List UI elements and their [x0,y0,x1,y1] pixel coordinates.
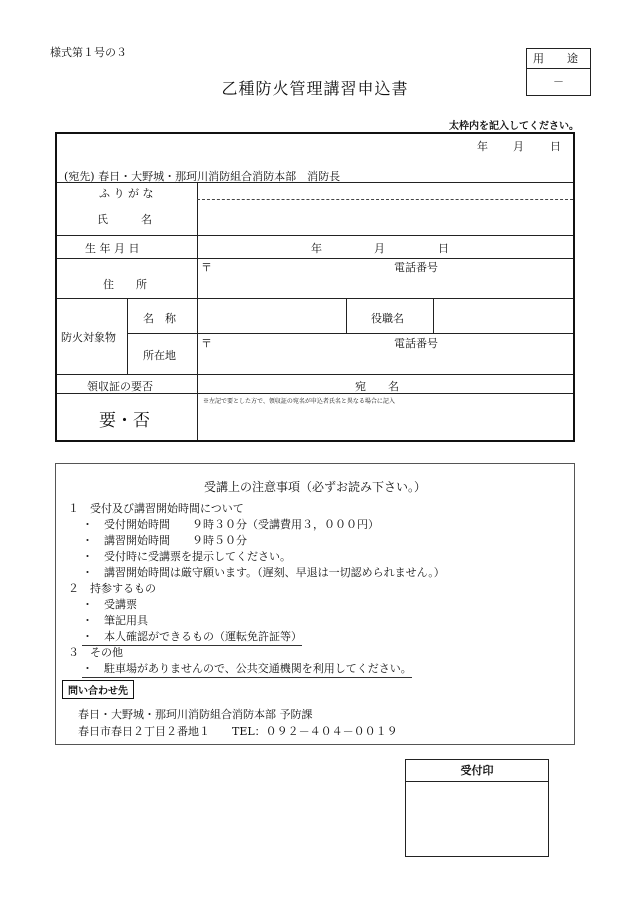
target-name-label: 名 称 [143,312,176,325]
stamp-label: 受付印 [406,760,548,782]
notice-line: ２ 持参するもの [68,582,156,595]
notice-line: ３ その他 [68,646,123,659]
dashed-divider [197,199,573,200]
notice-line: ・ 受付開始時間 ９時３０分（受講費用３，０００円） [82,518,379,531]
position-field[interactable] [435,300,571,331]
target-location-label: 所在地 [143,349,176,362]
column-divider [127,298,128,374]
usage-value: － [553,75,564,88]
postal-mark: 〒 [201,261,212,274]
divider [57,258,573,259]
contact-org: 春日・大野城・那珂川消防組合消防本部 予防課 [78,708,313,721]
furigana-label: ふ り が な [99,187,154,200]
address-field[interactable] [199,274,571,298]
notice-line: ・ 受講票 [82,598,137,611]
fill-instruction: 太枠内を記入してください。 [449,121,579,132]
notice-line: ・ 本人確認ができるもの（運転免許証等） [82,628,302,646]
notice-line: ・ 受付時に受講票を提示してください。 [82,550,291,563]
name-label: 氏 名 [97,213,152,226]
name-field[interactable] [199,201,571,233]
receipt-choice[interactable]: 要・否 [99,411,150,431]
date-year-label: 年 [477,140,488,153]
usage-label: 用 途 [527,49,590,69]
furigana-field[interactable] [199,183,571,198]
divider [57,298,573,299]
position-label: 役職名 [371,312,404,325]
addressee-text: (宛先) 春日・大野城・那珂川消防組合消防本部 消防長 [64,170,341,183]
date-day-label: 日 [550,140,561,153]
target-postal-mark: 〒 [201,337,212,350]
column-divider [433,298,434,333]
notice-line: ・ 講習開始時間 ９時５０分 [82,534,247,547]
birth-date-field[interactable] [199,236,571,256]
target-label: 防火対象物 [61,331,116,344]
column-divider [346,298,347,333]
column-divider [197,182,198,440]
target-phone-label: 電話番号 [394,337,438,350]
reception-stamp-box [405,759,549,857]
birth-date-label: 生 年 月 日 [85,242,140,255]
notice-title: 受講上の注意事項（必ずお読み下さい。） [203,480,426,494]
birth-year-label: 年 [311,242,322,255]
contact-label: 問い合わせ先 [62,680,134,699]
form-number: 様式第１号の３ [50,46,127,59]
recipient-name-field[interactable] [199,406,571,438]
target-location-field[interactable] [199,349,571,373]
application-date-field[interactable] [387,137,547,153]
page-title: 乙種防火管理講習申込書 [221,79,409,98]
notice-line: ・ 駐車場がありませんので、公共交通機関を利用してください。 [82,660,412,678]
divider [127,333,573,334]
birth-day-label: 日 [438,242,449,255]
application-form [55,132,575,442]
contact-address: 春日市春日２丁目２番地１ TEL：０９２－４０４－００１９ [78,725,398,738]
date-month-label: 月 [513,140,524,153]
address-label: 住 所 [103,278,147,291]
notice-section [55,463,575,745]
divider [57,393,573,394]
receipt-note: ※左記で要とした方で、領収証の宛名が申込者氏名と異なる場合に記入 [203,398,395,405]
target-name-field[interactable] [199,300,344,331]
notice-line: １ 受付及び講習開始時間について [68,502,244,515]
notice-line: ・ 講習開始時間は厳守願います。（遅刻、早退は一切認められません。） [82,566,445,579]
divider [57,374,573,375]
recipient-label: 宛 名 [355,380,399,393]
receipt-label: 領収証の要否 [87,380,153,393]
birth-month-label: 月 [374,242,385,255]
notice-line: ・ 筆記用具 [82,614,148,627]
phone-label: 電話番号 [394,261,438,274]
